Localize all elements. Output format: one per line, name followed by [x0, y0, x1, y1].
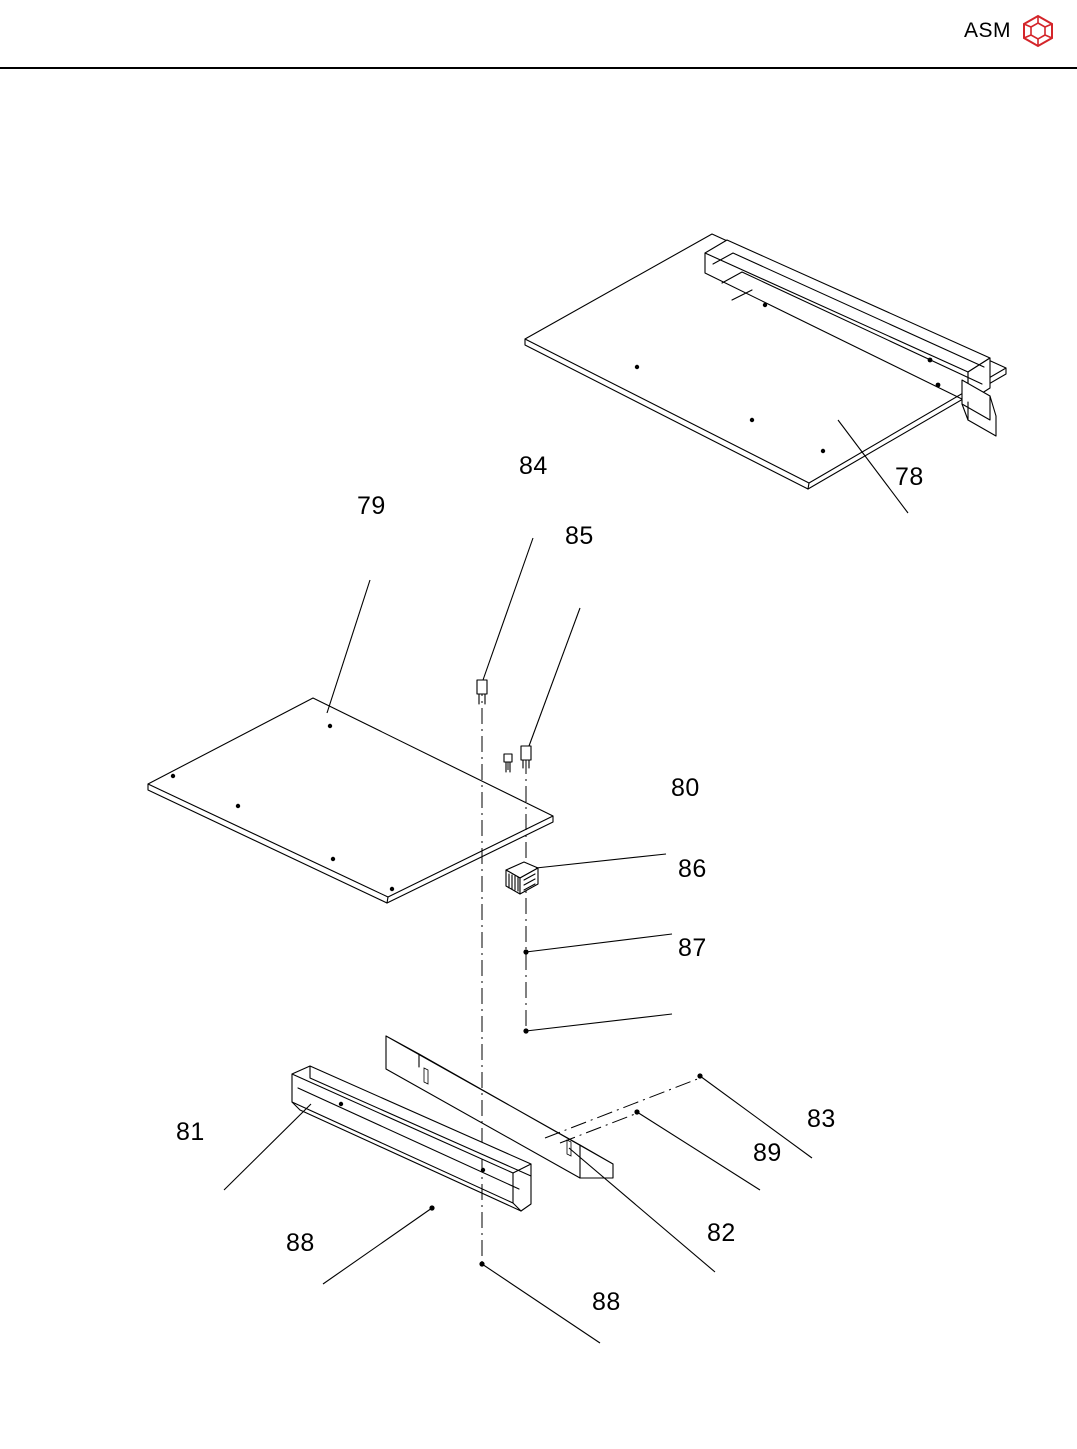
- page-header: [0, 0, 1077, 68]
- part-87-fastener-lower: [523, 1014, 672, 1034]
- brand-name: ASM: [963, 19, 1011, 42]
- callout-85: 85: [565, 522, 594, 550]
- center-axis-lines: [482, 680, 700, 1264]
- callout-88-left: 88: [286, 1229, 315, 1257]
- part-88-fastener-bottom-left: [323, 1205, 435, 1284]
- brand-logo: [964, 14, 1055, 48]
- callout-86: 86: [678, 855, 707, 883]
- part-80-connector-block: [506, 854, 666, 894]
- callout-78: 78: [895, 463, 924, 491]
- part-85-screw-short: [521, 608, 580, 768]
- callout-80: 80: [671, 774, 700, 802]
- part-88-fastener-bottom: [479, 1261, 600, 1343]
- callout-87: 87: [678, 934, 707, 962]
- callout-84: 84: [519, 452, 548, 480]
- part-81-left-rail-bracket: [224, 1066, 531, 1211]
- callout-79: 79: [357, 492, 386, 520]
- callout-81: 81: [176, 1118, 205, 1146]
- part-79-flat-panel: [148, 580, 553, 903]
- part-84-screw-long: [477, 538, 533, 704]
- callout-88-bottom: 88: [592, 1288, 621, 1316]
- part-89-fastener-right: [634, 1109, 760, 1190]
- hexagon-cube-logo-icon: [1021, 14, 1055, 48]
- callout-82: 82: [707, 1219, 736, 1247]
- part-78-top-panel-assembly: [525, 234, 1006, 513]
- exploded-assembly-drawing: [0, 68, 1077, 1449]
- part-86-fastener-mid: [523, 934, 672, 955]
- callout-83: 83: [807, 1105, 836, 1133]
- part-82-cross-beam: [386, 1036, 715, 1272]
- callout-89: 89: [753, 1139, 782, 1167]
